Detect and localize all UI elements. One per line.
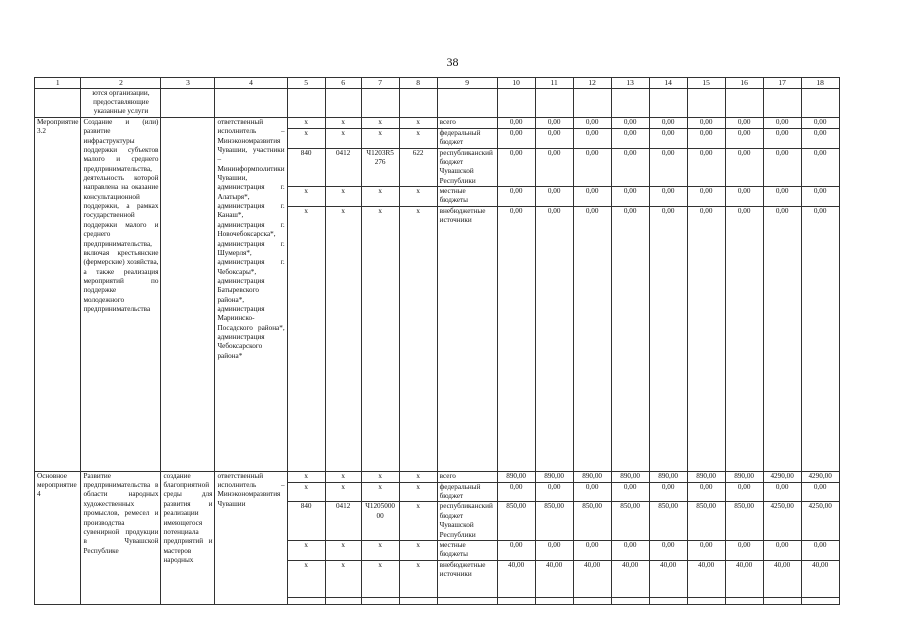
- m32-value: 0,00: [649, 186, 687, 206]
- m4-value: 4250,00: [801, 502, 839, 540]
- cont-col1: [35, 88, 81, 117]
- m32-kbk-grbs: х: [287, 186, 325, 206]
- m32-funding-source: федеральный бюджет: [437, 128, 497, 148]
- m4-funding-source: федеральный бюджет: [437, 482, 497, 502]
- m4-value: 0,00: [535, 482, 573, 502]
- m32-value: 0,00: [573, 206, 611, 471]
- m32-value: 0,00: [687, 117, 725, 128]
- header-col-9: 9: [437, 78, 497, 89]
- m4-kbk-rzpr: х: [325, 540, 361, 560]
- m4-kbk-vr: х: [399, 560, 437, 597]
- m32-value: 0,00: [535, 117, 573, 128]
- m4-value: 0,00: [573, 482, 611, 502]
- m32-kbk-csr: х: [361, 128, 399, 148]
- m32-value: 0,00: [573, 148, 611, 186]
- m4-funding-source: внебюджетные источники: [437, 560, 497, 597]
- m4-funding-source: всего: [437, 471, 497, 482]
- m32-value: 0,00: [611, 117, 649, 128]
- m32-value: 0,00: [611, 128, 649, 148]
- header-col-11: 11: [535, 78, 573, 89]
- empty-cell: [611, 597, 649, 604]
- m32-value: 0,00: [801, 186, 839, 206]
- m4-value: 0,00: [763, 482, 801, 502]
- m32-goal: [161, 117, 215, 471]
- m4-row: [35, 471, 840, 482]
- m32-row: [35, 117, 840, 128]
- header-col-13: 13: [611, 78, 649, 89]
- m32-kbk-rzpr: х: [325, 128, 361, 148]
- m32-value: 0,00: [535, 186, 573, 206]
- m32-value: 0,00: [687, 186, 725, 206]
- m4-kbk-grbs: 840: [287, 502, 325, 540]
- m4-value: 0,00: [611, 482, 649, 502]
- empty-cell: [649, 597, 687, 604]
- m4-kbk-csr: х: [361, 482, 399, 502]
- empty-cell: [361, 597, 399, 604]
- m4-value: 0,00: [573, 540, 611, 560]
- header-col-1: 1: [35, 78, 81, 89]
- m4-kbk-vr: х: [399, 471, 437, 482]
- m4-value: 40,00: [725, 560, 763, 597]
- m32-value: 0,00: [763, 148, 801, 186]
- continuation-row: [35, 88, 840, 117]
- m4-value: 40,00: [649, 560, 687, 597]
- empty-cell: [325, 597, 361, 604]
- m32-kbk-vr: х: [399, 186, 437, 206]
- m4-goal: создание благоприятной среды для развития и реализации имеющегося потенциала предприятий и мастеров народных: [161, 471, 215, 604]
- m32-value: 0,00: [649, 117, 687, 128]
- m32-value: 0,00: [649, 206, 687, 471]
- m4-value: 0,00: [687, 482, 725, 502]
- m4-value: 40,00: [573, 560, 611, 597]
- m4-value: 890,00: [573, 471, 611, 482]
- m32-value: 0,00: [649, 148, 687, 186]
- m4-kbk-csr: х: [361, 471, 399, 482]
- m4-value: 40,00: [611, 560, 649, 597]
- page-number: 38: [446, 55, 459, 69]
- header-col-3: 3: [161, 78, 215, 89]
- m4-label: Основное мероприятие 4: [35, 471, 81, 604]
- m4-value: 0,00: [497, 540, 535, 560]
- header-col-14: 14: [649, 78, 687, 89]
- m32-value: 0,00: [497, 117, 535, 128]
- m32-kbk-csr: х: [361, 206, 399, 471]
- m32-value: 0,00: [687, 206, 725, 471]
- m32-funding-source: всего: [437, 117, 497, 128]
- m4-value: 0,00: [763, 540, 801, 560]
- m4-value: 850,00: [497, 502, 535, 540]
- m4-value: 890,00: [725, 471, 763, 482]
- m4-value: 40,00: [763, 560, 801, 597]
- m32-value: 0,00: [763, 128, 801, 148]
- header-col-15: 15: [687, 78, 725, 89]
- m4-value: 4250,00: [763, 502, 801, 540]
- header-col-16: 16: [725, 78, 763, 89]
- m32-funding-source: республиканский бюджет Чувашской Республики: [437, 148, 497, 186]
- header-col-12: 12: [573, 78, 611, 89]
- m4-value: 4290,00: [763, 471, 801, 482]
- m32-funding-source: местные бюджеты: [437, 186, 497, 206]
- m4-value: 40,00: [535, 560, 573, 597]
- m32-value: 0,00: [725, 186, 763, 206]
- m4-value: 0,00: [725, 482, 763, 502]
- m32-name: Создание и (или) развитие инфраструктуры поддержки субъектов малого и среднего предпринимательства, деятельность которой направлена на оказание консультационной поддержки, а рамках государственной поддержки малого и среднего предпринимательства, включая крестьянские (фермерские) хозяйства, а также реализация мероприятий по поддержке молодежного предпринимательства: [81, 117, 161, 471]
- m32-value: 0,00: [611, 148, 649, 186]
- m32-label: Мероприятие 3.2: [35, 117, 81, 471]
- m4-value: 4290,00: [801, 471, 839, 482]
- m32-kbk-rzpr: х: [325, 117, 361, 128]
- m32-kbk-rzpr: х: [325, 186, 361, 206]
- m4-value: 0,00: [611, 540, 649, 560]
- m4-kbk-csr: Ч1205000 00: [361, 502, 399, 540]
- m32-value: 0,00: [763, 206, 801, 471]
- m4-performer: ответственный исполнитель – Минэкономразвития Чувашии: [215, 471, 287, 604]
- m4-value: 0,00: [649, 540, 687, 560]
- m4-name: Развитие предпринимательства в области народных художественных промыслов, ремесел и производства сувенирной продукции в Чувашской Республике: [81, 471, 161, 604]
- m32-kbk-vr: х: [399, 128, 437, 148]
- m4-value: 0,00: [801, 482, 839, 502]
- m32-kbk-grbs: 840: [287, 148, 325, 186]
- m4-kbk-csr: х: [361, 560, 399, 597]
- m4-kbk-grbs: х: [287, 540, 325, 560]
- program-table: [34, 77, 840, 605]
- m4-value: 0,00: [725, 540, 763, 560]
- header-col-10: 10: [497, 78, 535, 89]
- m32-kbk-rzpr: х: [325, 206, 361, 471]
- m4-value: 0,00: [801, 540, 839, 560]
- header-col-17: 17: [763, 78, 801, 89]
- m32-kbk-vr: х: [399, 206, 437, 471]
- m32-kbk-grbs: х: [287, 117, 325, 128]
- m32-value: 0,00: [573, 117, 611, 128]
- m4-funding-source: местные бюджеты: [437, 540, 497, 560]
- m4-value: 890,00: [497, 471, 535, 482]
- m32-value: 0,00: [535, 206, 573, 471]
- empty-cell: [497, 597, 535, 604]
- m4-value: 890,00: [687, 471, 725, 482]
- m4-kbk-rzpr: х: [325, 471, 361, 482]
- m32-kbk-csr: х: [361, 117, 399, 128]
- m32-funding-source: внебюджетные источники: [437, 206, 497, 471]
- m4-kbk-vr: х: [399, 502, 437, 540]
- m32-value: 0,00: [725, 117, 763, 128]
- m4-value: 850,00: [725, 502, 763, 540]
- m32-kbk-csr: х: [361, 186, 399, 206]
- m32-value: 0,00: [611, 186, 649, 206]
- m32-value: 0,00: [649, 128, 687, 148]
- empty-cell: [573, 597, 611, 604]
- m4-kbk-grbs: х: [287, 471, 325, 482]
- m32-value: 0,00: [801, 117, 839, 128]
- m4-kbk-csr: х: [361, 540, 399, 560]
- m4-kbk-rzpr: х: [325, 560, 361, 597]
- header-col-4: 4: [215, 78, 287, 89]
- m32-value: 0,00: [763, 117, 801, 128]
- m32-value: 0,00: [687, 148, 725, 186]
- m32-value: 0,00: [801, 128, 839, 148]
- m32-kbk-vr: х: [399, 117, 437, 128]
- empty-cell: [399, 597, 437, 604]
- header-row: [35, 78, 840, 89]
- m4-value: 40,00: [801, 560, 839, 597]
- m32-value: 0,00: [725, 206, 763, 471]
- m32-value: 0,00: [687, 128, 725, 148]
- m4-value: 0,00: [687, 540, 725, 560]
- m4-value: 0,00: [535, 540, 573, 560]
- m4-kbk-grbs: х: [287, 482, 325, 502]
- header-col-8: 8: [399, 78, 437, 89]
- m32-kbk-csr: Ч1203R5 276: [361, 148, 399, 186]
- header-col-18: 18: [801, 78, 839, 89]
- m32-value: 0,00: [573, 128, 611, 148]
- m32-value: 0,00: [497, 206, 535, 471]
- m4-value: 0,00: [649, 482, 687, 502]
- m4-kbk-rzpr: х: [325, 482, 361, 502]
- empty-cell: [763, 597, 801, 604]
- header-col-6: 6: [325, 78, 361, 89]
- m32-performer: ответственный исполнитель – Минэкономразвития Чувашии, участники – Мининформполитики Чувашии, администрация г. Алатыря*, администрация г. Канаш*, администрация г. Новочебоксарска*, администрация г. Шумерля*, администрация г. Чебоксары*, администрация Батыревского района*, администрация Мариинско-Посадского района*, администрация Чебоксарского района*: [215, 117, 287, 471]
- m4-value: 850,00: [573, 502, 611, 540]
- m32-value: 0,00: [497, 186, 535, 206]
- empty-cell: [287, 597, 325, 604]
- m4-value: 850,00: [535, 502, 573, 540]
- m32-kbk-grbs: х: [287, 128, 325, 148]
- empty-cell: [725, 597, 763, 604]
- m4-value: 850,00: [611, 502, 649, 540]
- m4-value: 890,00: [535, 471, 573, 482]
- continuation-text: ются организации, предоставляющие указанные услуги: [81, 88, 161, 117]
- m32-value: 0,00: [801, 148, 839, 186]
- empty-cell: [687, 597, 725, 604]
- m4-value: 40,00: [497, 560, 535, 597]
- m32-kbk-vr: 622: [399, 148, 437, 186]
- empty-cell: [437, 597, 497, 604]
- m32-value: 0,00: [725, 128, 763, 148]
- m4-value: 40,00: [687, 560, 725, 597]
- m32-value: 0,00: [497, 128, 535, 148]
- header-col-7: 7: [361, 78, 399, 89]
- m32-value: 0,00: [801, 206, 839, 471]
- m4-kbk-grbs: х: [287, 560, 325, 597]
- empty-cell: [535, 597, 573, 604]
- m4-value: 850,00: [687, 502, 725, 540]
- m4-value: 0,00: [497, 482, 535, 502]
- m4-value: 890,00: [649, 471, 687, 482]
- m4-value: 890,00: [611, 471, 649, 482]
- m32-value: 0,00: [535, 128, 573, 148]
- header-col-2: 2: [81, 78, 161, 89]
- m4-funding-source: республиканский бюджет Чувашской Республики: [437, 502, 497, 540]
- m4-kbk-vr: х: [399, 540, 437, 560]
- m32-value: 0,00: [535, 148, 573, 186]
- m32-value: 0,00: [497, 148, 535, 186]
- header-col-5: 5: [287, 78, 325, 89]
- m32-value: 0,00: [763, 186, 801, 206]
- m4-kbk-rzpr: 0412: [325, 502, 361, 540]
- m32-kbk-rzpr: 0412: [325, 148, 361, 186]
- m4-value: 850,00: [649, 502, 687, 540]
- m32-value: 0,00: [573, 186, 611, 206]
- m4-kbk-vr: х: [399, 482, 437, 502]
- empty-cell: [801, 597, 839, 604]
- m32-kbk-grbs: х: [287, 206, 325, 471]
- m32-value: 0,00: [725, 148, 763, 186]
- m32-value: 0,00: [611, 206, 649, 471]
